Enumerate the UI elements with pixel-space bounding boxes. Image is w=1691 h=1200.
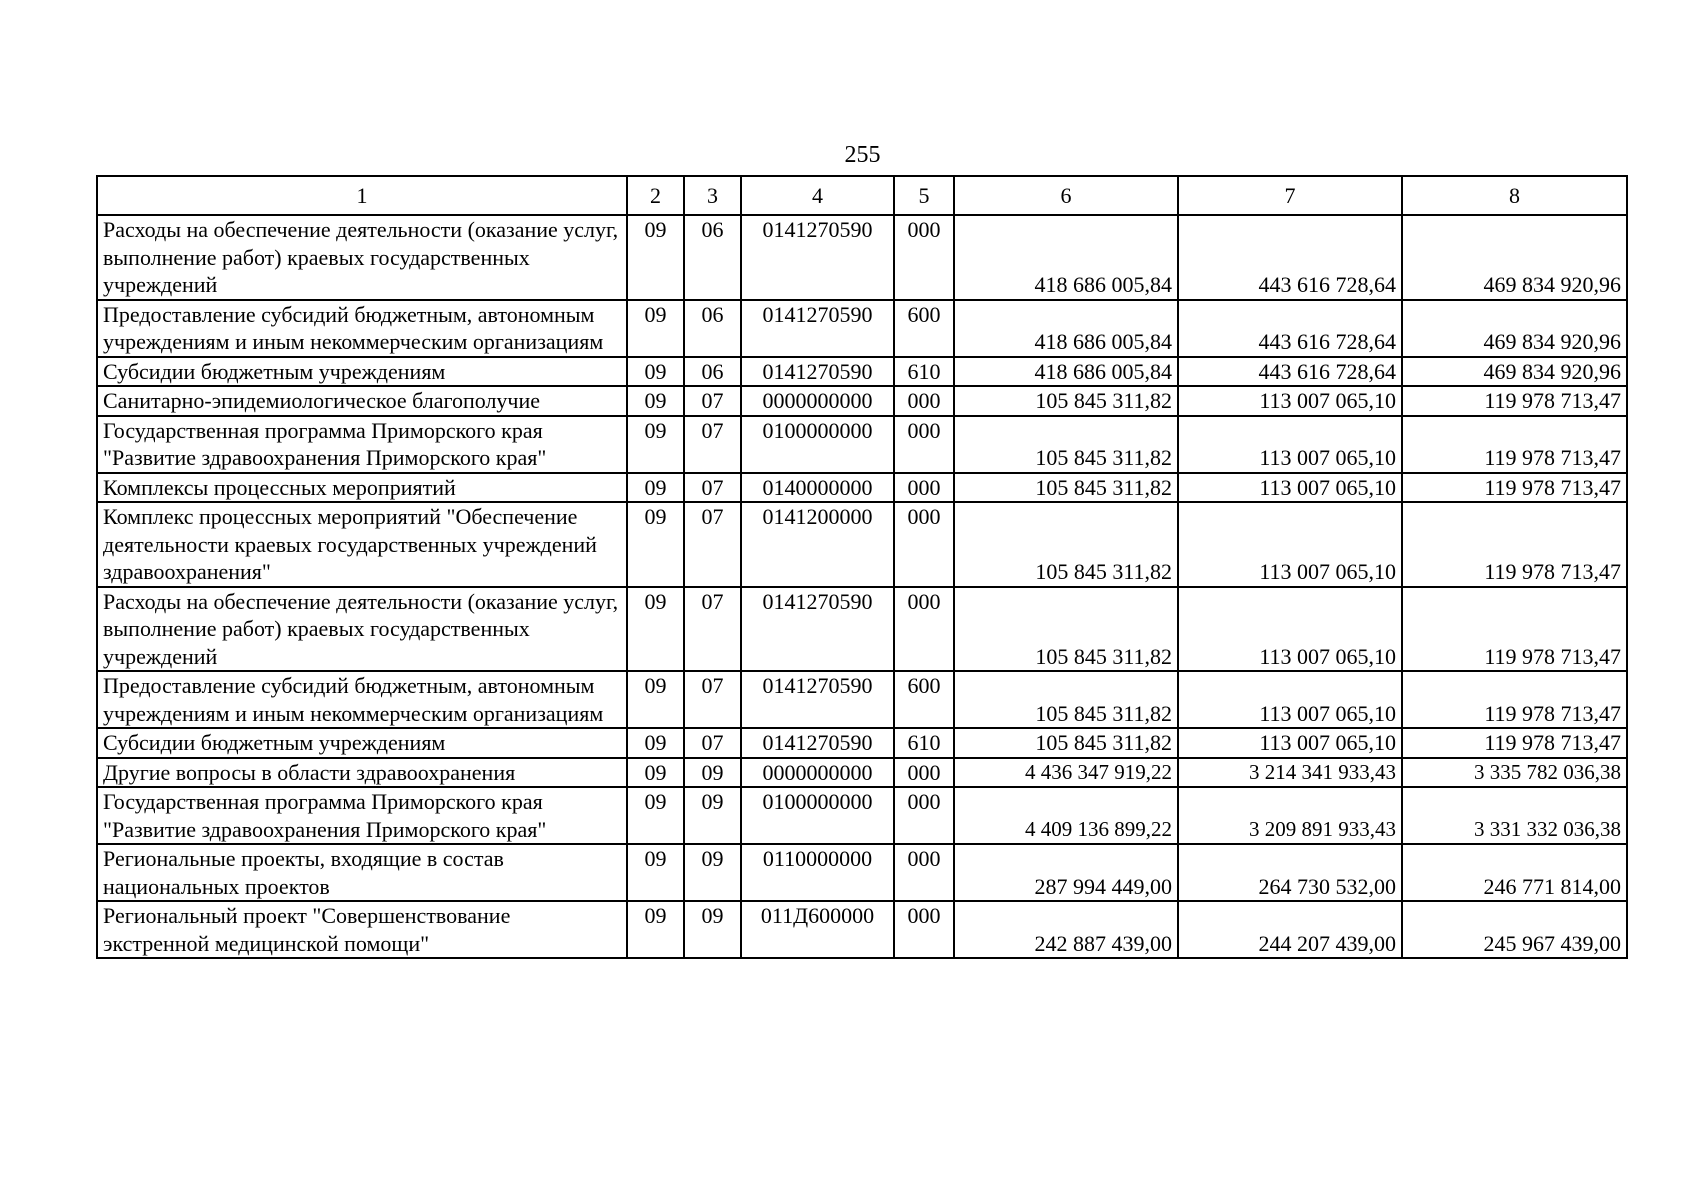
row-target-code: 0000000000: [741, 758, 894, 788]
row-target-code: 011Д600000: [741, 901, 894, 958]
row-subsection: 09: [684, 787, 741, 844]
row-subsection: 06: [684, 300, 741, 357]
row-subsection: 09: [684, 844, 741, 901]
row-section: 09: [627, 844, 684, 901]
table-row: [97, 502, 1627, 587]
row-value-7: 244 207 439,00: [1178, 901, 1402, 958]
row-value-7: 113 007 065,10: [1178, 671, 1402, 728]
budget-table: [96, 175, 1628, 959]
row-value-8: 119 978 713,47: [1402, 416, 1627, 473]
table-row: [97, 215, 1627, 300]
row-expense-type: 000: [894, 587, 954, 672]
row-value-7: 113 007 065,10: [1178, 473, 1402, 503]
row-value-6: 287 994 449,00: [954, 844, 1178, 901]
row-section: 09: [627, 386, 684, 416]
row-value-8: 246 771 814,00: [1402, 844, 1627, 901]
row-expense-type: 000: [894, 787, 954, 844]
table-row: [97, 357, 1627, 387]
row-value-8: 469 834 920,96: [1402, 357, 1627, 387]
row-value-6: 418 686 005,84: [954, 300, 1178, 357]
row-expense-type: 600: [894, 671, 954, 728]
col-header: 6: [954, 176, 1178, 215]
row-name: Расходы на обеспечение деятельности (оказание услуг, выполнение работ) краевых государственных учреждений: [97, 587, 627, 672]
row-name: Санитарно-эпидемиологическое благополучие: [97, 386, 627, 416]
row-value-8: 3 335 782 036,38: [1402, 758, 1627, 788]
row-expense-type: 610: [894, 728, 954, 758]
row-value-7: 264 730 532,00: [1178, 844, 1402, 901]
row-section: 09: [627, 787, 684, 844]
row-value-8: 119 978 713,47: [1402, 728, 1627, 758]
row-section: 09: [627, 728, 684, 758]
row-name: Комплекс процессных мероприятий "Обеспечение деятельности краевых государственных учреждений здравоохранения": [97, 502, 627, 587]
row-expense-type: 000: [894, 215, 954, 300]
row-section: 09: [627, 587, 684, 672]
row-subsection: 07: [684, 386, 741, 416]
row-value-6: 4 409 136 899,22: [954, 787, 1178, 844]
row-expense-type: 000: [894, 386, 954, 416]
row-value-8: 469 834 920,96: [1402, 300, 1627, 357]
row-value-8: 469 834 920,96: [1402, 215, 1627, 300]
row-subsection: 09: [684, 901, 741, 958]
col-header: 4: [741, 176, 894, 215]
row-expense-type: 000: [894, 901, 954, 958]
row-value-6: 105 845 311,82: [954, 728, 1178, 758]
row-name: Государственная программа Приморского края "Развитие здравоохранения Приморского края": [97, 787, 627, 844]
row-section: 09: [627, 758, 684, 788]
row-value-7: 3 214 341 933,43: [1178, 758, 1402, 788]
col-header: 3: [684, 176, 741, 215]
row-name: Региональные проекты, входящие в состав национальных проектов: [97, 844, 627, 901]
row-expense-type: 610: [894, 357, 954, 387]
row-value-8: 245 967 439,00: [1402, 901, 1627, 958]
row-target-code: 0141270590: [741, 215, 894, 300]
row-name: Государственная программа Приморского края "Развитие здравоохранения Приморского края": [97, 416, 627, 473]
page-number: 255: [844, 142, 881, 168]
table-row: [97, 300, 1627, 357]
row-subsection: 07: [684, 502, 741, 587]
table-row: [97, 901, 1627, 958]
row-section: 09: [627, 357, 684, 387]
row-section: 09: [627, 416, 684, 473]
row-name: Другие вопросы в области здравоохранения: [97, 758, 627, 788]
row-value-6: 105 845 311,82: [954, 416, 1178, 473]
row-subsection: 07: [684, 416, 741, 473]
row-value-6: 105 845 311,82: [954, 502, 1178, 587]
col-header: 2: [627, 176, 684, 215]
row-value-7: 443 616 728,64: [1178, 357, 1402, 387]
row-section: 09: [627, 671, 684, 728]
row-target-code: 0110000000: [741, 844, 894, 901]
row-value-6: 242 887 439,00: [954, 901, 1178, 958]
row-expense-type: 600: [894, 300, 954, 357]
row-value-6: 105 845 311,82: [954, 473, 1178, 503]
col-header: 5: [894, 176, 954, 215]
row-target-code: 0100000000: [741, 787, 894, 844]
row-section: 09: [627, 215, 684, 300]
col-header: 1: [97, 176, 627, 215]
row-expense-type: 000: [894, 844, 954, 901]
row-name: Предоставление субсидий бюджетным, автономным учреждениям и иным некоммерческим организациям: [97, 300, 627, 357]
row-target-code: 0140000000: [741, 473, 894, 503]
header-row: [97, 176, 1627, 215]
row-expense-type: 000: [894, 758, 954, 788]
row-value-7: 113 007 065,10: [1178, 386, 1402, 416]
row-value-8: 119 978 713,47: [1402, 671, 1627, 728]
row-target-code: 0100000000: [741, 416, 894, 473]
col-header: 7: [1178, 176, 1402, 215]
row-name: Предоставление субсидий бюджетным, автономным учреждениям и иным некоммерческим организациям: [97, 671, 627, 728]
row-target-code: 0141270590: [741, 728, 894, 758]
row-value-7: 113 007 065,10: [1178, 728, 1402, 758]
row-name: Региональный проект "Совершенствование экстренной медицинской помощи": [97, 901, 627, 958]
row-name: Субсидии бюджетным учреждениям: [97, 357, 627, 387]
row-target-code: 0141270590: [741, 357, 894, 387]
table-row: [97, 671, 1627, 728]
row-value-6: 105 845 311,82: [954, 386, 1178, 416]
table-row: [97, 787, 1627, 844]
row-value-6: 4 436 347 919,22: [954, 758, 1178, 788]
row-target-code: 0141270590: [741, 671, 894, 728]
table-row: [97, 473, 1627, 503]
row-subsection: 07: [684, 671, 741, 728]
row-subsection: 06: [684, 215, 741, 300]
row-subsection: 07: [684, 473, 741, 503]
col-header: 8: [1402, 176, 1627, 215]
table-row: [97, 728, 1627, 758]
row-target-code: 0141270590: [741, 587, 894, 672]
row-target-code: 0000000000: [741, 386, 894, 416]
row-value-7: 113 007 065,10: [1178, 416, 1402, 473]
table-row: [97, 844, 1627, 901]
row-target-code: 0141200000: [741, 502, 894, 587]
row-value-7: 113 007 065,10: [1178, 587, 1402, 672]
table-row: [97, 386, 1627, 416]
row-value-7: 443 616 728,64: [1178, 215, 1402, 300]
row-value-7: 443 616 728,64: [1178, 300, 1402, 357]
row-value-6: 105 845 311,82: [954, 671, 1178, 728]
row-subsection: 07: [684, 587, 741, 672]
row-section: 09: [627, 502, 684, 587]
row-value-8: 119 978 713,47: [1402, 386, 1627, 416]
table-row: [97, 758, 1627, 788]
row-value-8: 3 331 332 036,38: [1402, 787, 1627, 844]
row-name: Расходы на обеспечение деятельности (оказание услуг, выполнение работ) краевых государственных учреждений: [97, 215, 627, 300]
row-target-code: 0141270590: [741, 300, 894, 357]
row-value-6: 105 845 311,82: [954, 587, 1178, 672]
row-value-6: 418 686 005,84: [954, 215, 1178, 300]
row-value-8: 119 978 713,47: [1402, 473, 1627, 503]
row-value-8: 119 978 713,47: [1402, 502, 1627, 587]
row-value-7: 113 007 065,10: [1178, 502, 1402, 587]
row-subsection: 06: [684, 357, 741, 387]
row-name: Субсидии бюджетным учреждениям: [97, 728, 627, 758]
row-value-8: 119 978 713,47: [1402, 587, 1627, 672]
row-section: 09: [627, 473, 684, 503]
row-expense-type: 000: [894, 473, 954, 503]
table-row: [97, 416, 1627, 473]
row-value-7: 3 209 891 933,43: [1178, 787, 1402, 844]
row-section: 09: [627, 901, 684, 958]
row-name: Комплексы процессных мероприятий: [97, 473, 627, 503]
row-expense-type: 000: [894, 502, 954, 587]
row-section: 09: [627, 300, 684, 357]
row-subsection: 07: [684, 728, 741, 758]
table-row: [97, 587, 1627, 672]
row-subsection: 09: [684, 758, 741, 788]
row-value-6: 418 686 005,84: [954, 357, 1178, 387]
row-expense-type: 000: [894, 416, 954, 473]
